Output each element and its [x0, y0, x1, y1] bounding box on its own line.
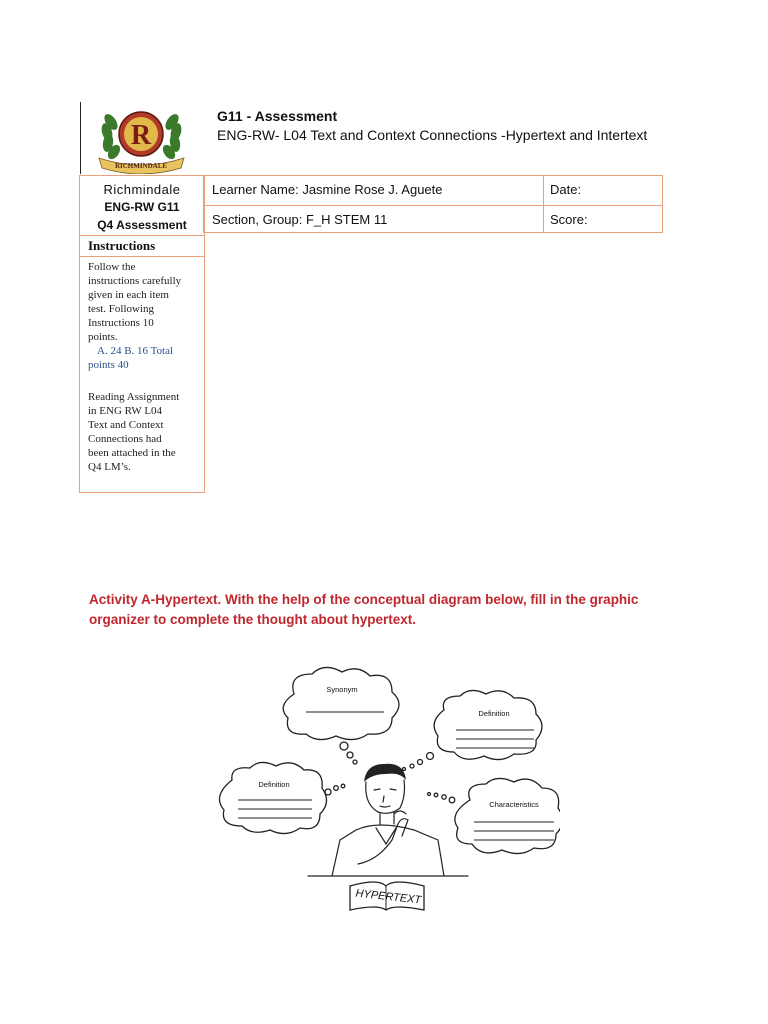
school-name: Richmindale	[103, 182, 181, 197]
synonym-label: Synonym	[326, 685, 358, 694]
table-row	[204, 205, 662, 234]
instructions-header-bar	[80, 235, 204, 257]
instructions-text	[88, 260, 200, 474]
hypertext-graphic-organizer	[208, 664, 560, 912]
definition-cloud-right	[403, 690, 543, 770]
instruction-line: Instructions 10	[88, 317, 154, 329]
instruction-line: instructions carefully	[88, 275, 182, 287]
learner-info-table	[203, 175, 663, 233]
section-group: Section, Group: F_H STEM 11	[212, 212, 388, 227]
definition-label-left: Definition	[258, 780, 290, 789]
course-code: ENG-RW G11	[104, 200, 180, 214]
instructions-heading: Instructions	[88, 238, 156, 253]
logo-banner-text: RICHMINDALE	[114, 162, 168, 170]
reading-line: Q4 LM’s.	[88, 461, 131, 473]
book-title: HYPERTEXT	[354, 887, 422, 907]
reading-line: Reading Assignment	[88, 391, 180, 403]
instruction-line: given in each item	[88, 289, 169, 301]
points-line: A. 24 B. 16 Total	[97, 345, 174, 357]
activity-line: Activity A-Hypertext. With the help of the conceptual diagram below, fill in the graphic	[89, 592, 639, 607]
definition-cloud-left	[220, 762, 345, 833]
points-line: points 40	[88, 359, 129, 371]
assessment-subtitle: ENG-RW- L04 Text and Context Connections -Hypertext and Intertext	[217, 127, 648, 143]
learner-name: Learner Name: Jasmine Rose J. Aguete	[212, 182, 443, 197]
thinking-student-illustration	[308, 764, 468, 876]
school-logo	[81, 102, 202, 174]
course-assessment: Q4 Assessment	[97, 218, 187, 232]
table-row	[204, 176, 662, 204]
school-logo-cell	[80, 102, 202, 174]
reading-line: Connections had	[88, 433, 162, 445]
definition-label-right: Definition	[478, 709, 510, 718]
instruction-line: points.	[88, 331, 118, 343]
activity-instructions	[89, 590, 689, 630]
reading-line: in ENG RW L04	[88, 405, 163, 417]
hypertext-book	[350, 882, 424, 910]
characteristics-label: Characteristics	[489, 800, 539, 809]
assessment-title: G11 - Assessment	[217, 108, 338, 124]
instruction-line: Follow the	[88, 261, 136, 273]
reading-line: Text and Context	[88, 419, 164, 431]
activity-line: organizer to complete the thought about hypertext.	[89, 612, 417, 627]
sidebar-panel	[79, 175, 205, 493]
instruction-line: test. Following	[88, 303, 155, 315]
logo-letter: R	[130, 120, 152, 151]
date-field: Date:	[550, 182, 582, 197]
characteristics-cloud	[428, 778, 561, 853]
reading-line: been attached in the	[88, 447, 176, 459]
synonym-cloud	[283, 667, 399, 764]
score-field: Score:	[550, 212, 588, 227]
